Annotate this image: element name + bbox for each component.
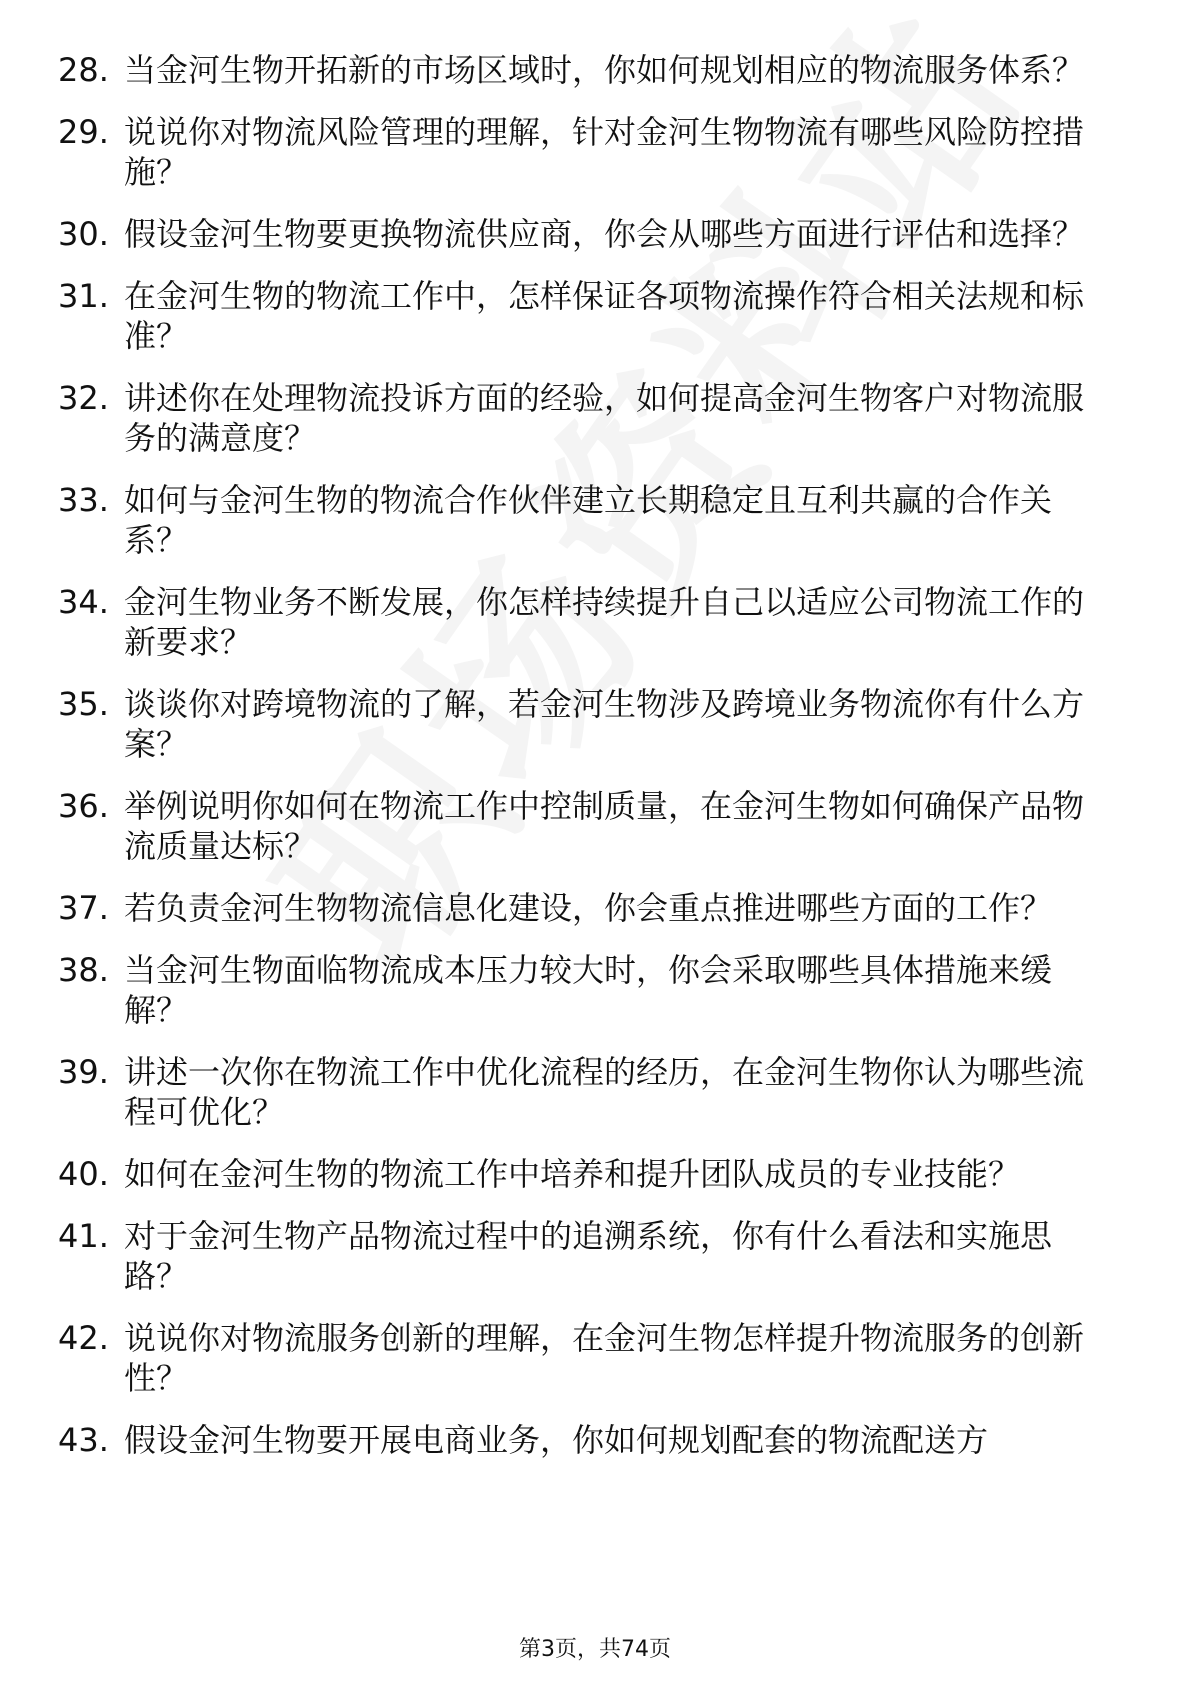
question-number: 37. bbox=[58, 889, 109, 927]
question-item bbox=[58, 214, 1118, 254]
question-number: 38. bbox=[58, 951, 109, 989]
page-number: 第3页，共74页 bbox=[519, 1637, 671, 1662]
question-text: 当金河生物开拓新的市场区域时，你如何规划相应的物流服务体系？ bbox=[124, 51, 1085, 89]
question-number: 35. bbox=[58, 685, 109, 723]
question-number: 32. bbox=[58, 379, 109, 417]
question-text: 假设金河生物要开展电商业务，你如何规划配套的物流配送方 bbox=[124, 1421, 989, 1459]
question-text: 说说你对物流风险管理的理解，针对金河生物物流有哪些风险防控措施？ bbox=[124, 113, 1085, 191]
question-item bbox=[58, 888, 1118, 928]
question-number: 40. bbox=[58, 1155, 109, 1193]
question-number: 31. bbox=[58, 277, 109, 315]
question-item bbox=[58, 480, 1118, 560]
question-text: 讲述一次你在物流工作中优化流程的经历，在金河生物你认为哪些流程可优化？ bbox=[124, 1053, 1085, 1131]
question-item bbox=[58, 1420, 1118, 1460]
question-item bbox=[58, 1216, 1118, 1296]
question-item bbox=[58, 378, 1118, 458]
question-number: 43. bbox=[58, 1421, 109, 1459]
question-item bbox=[58, 786, 1118, 866]
question-item bbox=[58, 582, 1118, 662]
question-item bbox=[58, 684, 1118, 764]
question-item bbox=[58, 950, 1118, 1030]
question-text: 当金河生物面临物流成本压力较大时，你会采取哪些具体措施来缓解？ bbox=[124, 951, 1053, 1029]
question-text: 金河生物业务不断发展，你怎样持续提升自己以适应公司物流工作的新要求？ bbox=[124, 583, 1085, 661]
question-text: 说说你对物流服务创新的理解，在金河生物怎样提升物流服务的创新性？ bbox=[124, 1319, 1085, 1397]
question-text: 如何与金河生物的物流合作伙伴建立长期稳定且互利共赢的合作关系？ bbox=[124, 481, 1053, 559]
question-number: 30. bbox=[58, 215, 109, 253]
question-text: 举例说明你如何在物流工作中控制质量，在金河生物如何确保产品物流质量达标？ bbox=[124, 787, 1085, 865]
question-number: 42. bbox=[58, 1319, 109, 1357]
question-item bbox=[58, 1154, 1118, 1194]
question-item bbox=[58, 112, 1118, 192]
question-text: 对于金河生物产品物流过程中的追溯系统，你有什么看法和实施思路？ bbox=[124, 1217, 1053, 1295]
question-number: 41. bbox=[58, 1217, 109, 1255]
question-text: 讲述你在处理物流投诉方面的经验，如何提高金河生物客户对物流服务的满意度？ bbox=[124, 379, 1085, 457]
question-list bbox=[58, 50, 1118, 1482]
question-item bbox=[58, 1052, 1118, 1132]
question-item bbox=[58, 50, 1118, 90]
question-text: 如何在金河生物的物流工作中培养和提升团队成员的专业技能？ bbox=[124, 1155, 1021, 1193]
question-number: 39. bbox=[58, 1053, 109, 1091]
question-item bbox=[58, 276, 1118, 356]
question-text: 谈谈你对跨境物流的了解，若金河生物涉及跨境业务物流你有什么方案？ bbox=[124, 685, 1085, 763]
question-number: 29. bbox=[58, 113, 109, 151]
question-number: 36. bbox=[58, 787, 109, 825]
question-text: 在金河生物的物流工作中，怎样保证各项物流操作符合相关法规和标准？ bbox=[124, 277, 1085, 355]
question-number: 34. bbox=[58, 583, 109, 621]
question-number: 28. bbox=[58, 51, 109, 89]
question-text: 假设金河生物要更换物流供应商，你会从哪些方面进行评估和选择？ bbox=[124, 215, 1085, 253]
question-number: 33. bbox=[58, 481, 109, 519]
question-item bbox=[58, 1318, 1118, 1398]
question-text: 若负责金河生物物流信息化建设，你会重点推进哪些方面的工作？ bbox=[124, 889, 1053, 927]
